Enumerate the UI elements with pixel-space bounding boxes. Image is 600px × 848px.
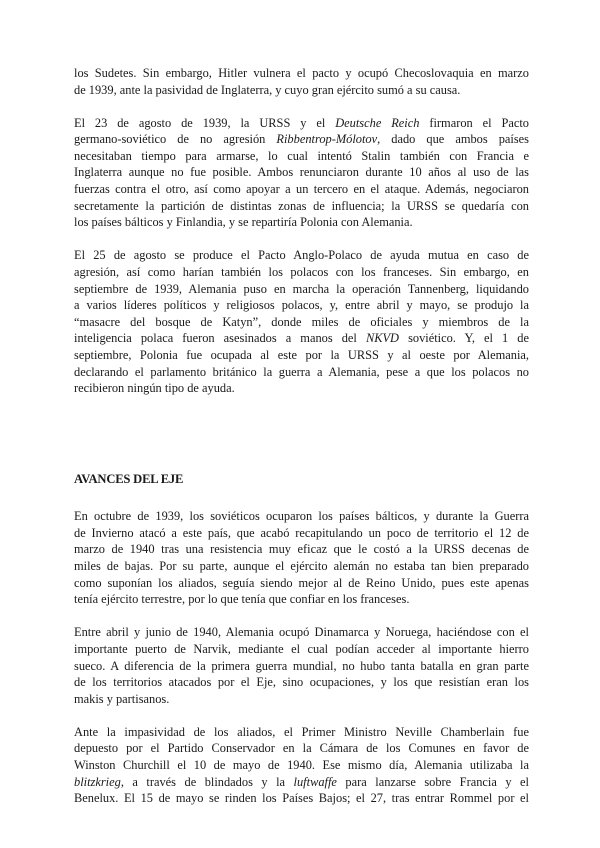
text-line — [74, 624, 529, 641]
text-line — [74, 525, 529, 542]
text-run: agresión, así como harían también los polacos con los franceses. Sin embargo, en — [74, 264, 529, 279]
text-run: El 25 de agosto se produce el Pacto Anglo-Polaco de ayuda mutua en caso de — [74, 248, 529, 263]
text-line — [74, 164, 529, 181]
text-run: marzo de 1940 tras una resistencia muy eficaz que le costó a la URSS decenas de — [74, 542, 529, 557]
italic-term: NKVD — [365, 331, 399, 346]
text-line — [74, 181, 529, 198]
text-run: para lanzarse sobre Francia y el — [336, 774, 529, 789]
text-run: firmaron el Pacto — [419, 115, 529, 130]
section-heading: AVANCES DEL EJE — [74, 471, 184, 486]
text-run: Inglaterra aunque no fue posible. Ambos renunciaron durante 10 años al uso de las — [74, 165, 529, 180]
text-run: de Invierno atacó a este país, que acabó recapitulando un poco de territorio el 12 de — [74, 525, 529, 540]
text-run: de los territorios atacados por el Eje, sino ocupaciones, y los que resistían eran los — [74, 675, 529, 690]
text-line — [74, 330, 529, 347]
text-run: sueco. A diferencia de la primera guerra mundial, no hubo tanta batalla en gran parte — [74, 658, 529, 673]
text-line — [74, 541, 529, 558]
text-line — [74, 82, 529, 99]
text-line — [74, 691, 529, 708]
text-line — [74, 148, 529, 165]
text-line — [74, 575, 529, 592]
italic-term: blitzkrieg — [74, 774, 121, 789]
text-run: los países bálticos y Finlandia, y se repartiría Polonia con Alemania. — [74, 215, 413, 230]
text-run: como suponían los aliados, seguía siendo mejor al de Reino Unido, pues este apenas — [74, 575, 529, 590]
text-line — [74, 281, 529, 298]
paragraph — [74, 247, 529, 396]
text-line — [74, 591, 529, 608]
text-line — [74, 658, 529, 675]
text-line — [74, 757, 529, 774]
text-run: inteligencia polaca fueron asesinados a manos del — [74, 331, 366, 346]
paragraph — [74, 508, 529, 608]
text-line — [74, 347, 529, 364]
text-line — [74, 674, 529, 691]
text-line — [74, 65, 529, 82]
text-run: necesitaban tiempo para armarse, lo cual intentó Stalin también con Francia e — [74, 148, 529, 163]
text-run: tenía ejército terrestre, por lo que tenía que confiar en los franceses. — [74, 592, 410, 607]
paragraph — [74, 115, 529, 231]
text-line — [74, 297, 529, 314]
text-run: de 1939, ante la pasividad de Inglaterra, y cuyo gran ejército sumó a su causa. — [74, 82, 461, 97]
text-line — [74, 198, 529, 215]
text-run: fuerzas contra el otro, así como apoyar a un tercero en el ataque. Además, negociaron — [74, 182, 529, 197]
text-line — [74, 740, 529, 757]
text-line — [74, 641, 529, 658]
text-run: Winston Churchill el 10 de mayo de 1940. Ese mismo día, Alemania utilizaba la — [74, 758, 529, 772]
text-run: secretamente la partición de distintas zonas de influencia; la URSS se quedaría con — [74, 198, 529, 213]
text-line — [74, 247, 529, 264]
italic-term: Deutsche Reich — [335, 115, 420, 130]
text-line — [74, 774, 529, 791]
text-run: depuesto por el Partido Conservador en la Cámara de los Comunes en favor de — [74, 741, 529, 756]
text-line — [74, 264, 529, 281]
italic-term: Ribbentrop-Mólotov — [276, 132, 378, 147]
text-run: importante puerto de Narvik, mediante el cual podían acceder al importante hierro — [74, 641, 529, 656]
text-run: soviético. Y, el 1 de — [399, 331, 529, 346]
italic-term: luftwaffe — [293, 774, 337, 789]
text-line — [74, 724, 529, 741]
document-page — [74, 65, 529, 823]
text-line — [74, 214, 529, 231]
text-run: septiembre de 1939, Alemania puso en marcha la operación Tannenberg, liquidando — [74, 281, 529, 296]
text-run: Ante la impasividad de los aliados, el Primer Ministro Neville Chamberlain fue — [74, 724, 529, 739]
text-line — [74, 558, 529, 575]
text-run: septiembre, Polonia fue ocupada al este por la URSS y al oeste por Alemania, — [74, 347, 529, 362]
text-line — [74, 364, 529, 381]
paragraph — [74, 724, 529, 807]
text-run: , dado que ambos países — [377, 132, 529, 147]
paragraph — [74, 624, 529, 707]
text-line — [74, 314, 529, 331]
text-run: makis y partisanos. — [74, 691, 170, 706]
text-run: recibieron ningún tipo de ayuda. — [74, 381, 235, 396]
text-run: El 23 de agosto de 1939, la URSS y el — [74, 115, 336, 130]
text-line — [74, 380, 529, 397]
paragraph — [74, 65, 529, 98]
text-line — [74, 131, 529, 148]
text-line — [74, 115, 529, 132]
text-run: Benelux. El 15 de mayo se rinden los Países Bajos; el 27, tras entrar Rommel por el — [74, 791, 529, 806]
text-run: Entre abril y junio de 1940, Alemania ocupó Dinamarca y Noruega, haciéndose con el — [74, 625, 529, 640]
text-run: germano-soviético de no agresión — [74, 132, 277, 147]
text-run: “masacre del bosque de Katyn”, donde miles de oficiales y miembros de la — [74, 314, 529, 329]
text-run: a varios líderes políticos y religiosos polacos, y, entre abril y mayo, se produjo la — [74, 298, 529, 313]
text-run: En octubre de 1939, los soviéticos ocuparon los países bálticos, y durante la Guerra — [74, 509, 529, 524]
text-run: los Sudetes. Sin embargo, Hitler vulnera el pacto y ocupó Checoslovaquia en marzo — [74, 66, 529, 80]
text-line — [74, 508, 529, 525]
text-line — [74, 790, 529, 807]
text-run: , a través de blindados y la — [120, 774, 294, 789]
text-run: declarando el parlamento británico la guerra a Alemania, pese a que los polacos no — [74, 364, 529, 379]
text-run: miles de bajas. Por su parte, aunque el ejército alemán no estaba tan bien preparado — [74, 559, 529, 574]
